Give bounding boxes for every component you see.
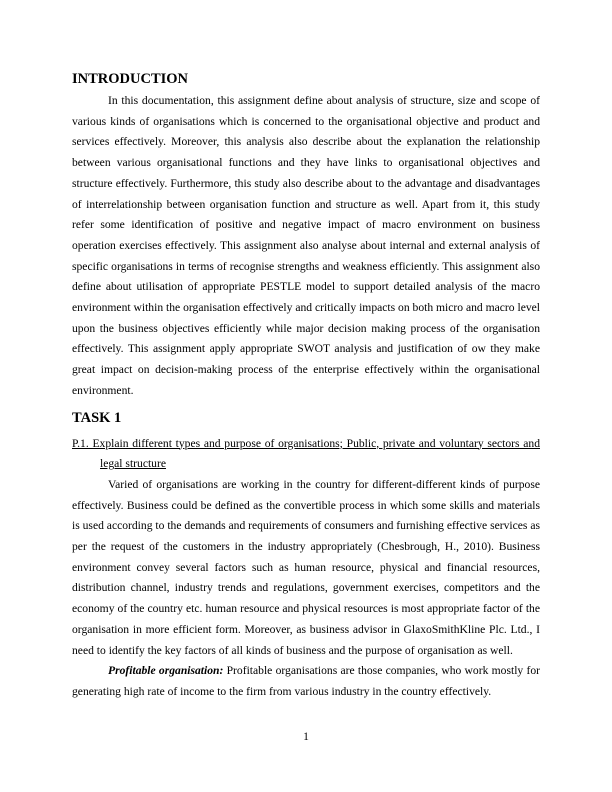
introduction-heading: INTRODUCTION (72, 71, 189, 87)
task1-paragraph-2 (72, 661, 540, 702)
page-content (72, 70, 540, 703)
task1-heading: TASK 1 (72, 409, 122, 426)
introduction-paragraph: In this documentation, this assignment define about analysis of structure, size and scope of various kinds of organisations which is concerned to the organisational objective and product and services effectively. Moreover, this analysis also describe about the explanation the relationship between various organisational functions and they have links to organisational objectives and structure effectively. Furthermore, this study also describe about to the advantage and disadvantages of interrelationship between organisation function and structure as well. Apart from it, this study refer some identification of positive and negative impact of macro environment on business operation exercises effectively. This assignment also analyse about internal and external analysis of specific organisations in terms of recognise strengths and weakness efficiently. This assignment also define about utilisation of appropriate PESTLE model to support detailed analysis of the macro environment within the organisation effectively and critically impacts on both micro and macro level upon the business objectives efficiently while major decision making process of the organisation effectively. This assignment apply appropriate SWOT analysis and justification of ow they make great impact on decision-making process of the enterprise effectively within the organisational environment. (72, 94, 541, 397)
page-number: 1 (303, 730, 309, 743)
profitable-organisation-term: Profitable organisation: (108, 664, 224, 678)
task1-paragraph-1: Varied of organisations are working in the country for different-different kinds of purpose effectively. Business could be defined as the convertible process in which some skills and materials is used according to the demands and requirements of consumers and furnishing effective services as per the request of the customers in the industry appropriately (Chesbrough, H., 2010). Business environment convey several factors such as human resource, physical and financial resources, distribution channel, industry trends and regulations, government exercises, competitors and the economy of the country etc. human resource and physical resources is most appropriate factor of the organisation in more efficient form. Moreover, as business advisor in GlaxoSmithKline Plc. Ltd., I need to identify the key factors of all kinds of business and the purpose of organisation as well. (72, 477, 540, 657)
task1-question: P.1. Explain different types and purpose of organisations; Public, private and voluntary sectors and legal structure (72, 436, 540, 471)
profitable-organisation-text: Profitable organisations are those companies, who work mostly for generating high rate of income to the firm from various industry in the country effectively. (72, 664, 540, 698)
